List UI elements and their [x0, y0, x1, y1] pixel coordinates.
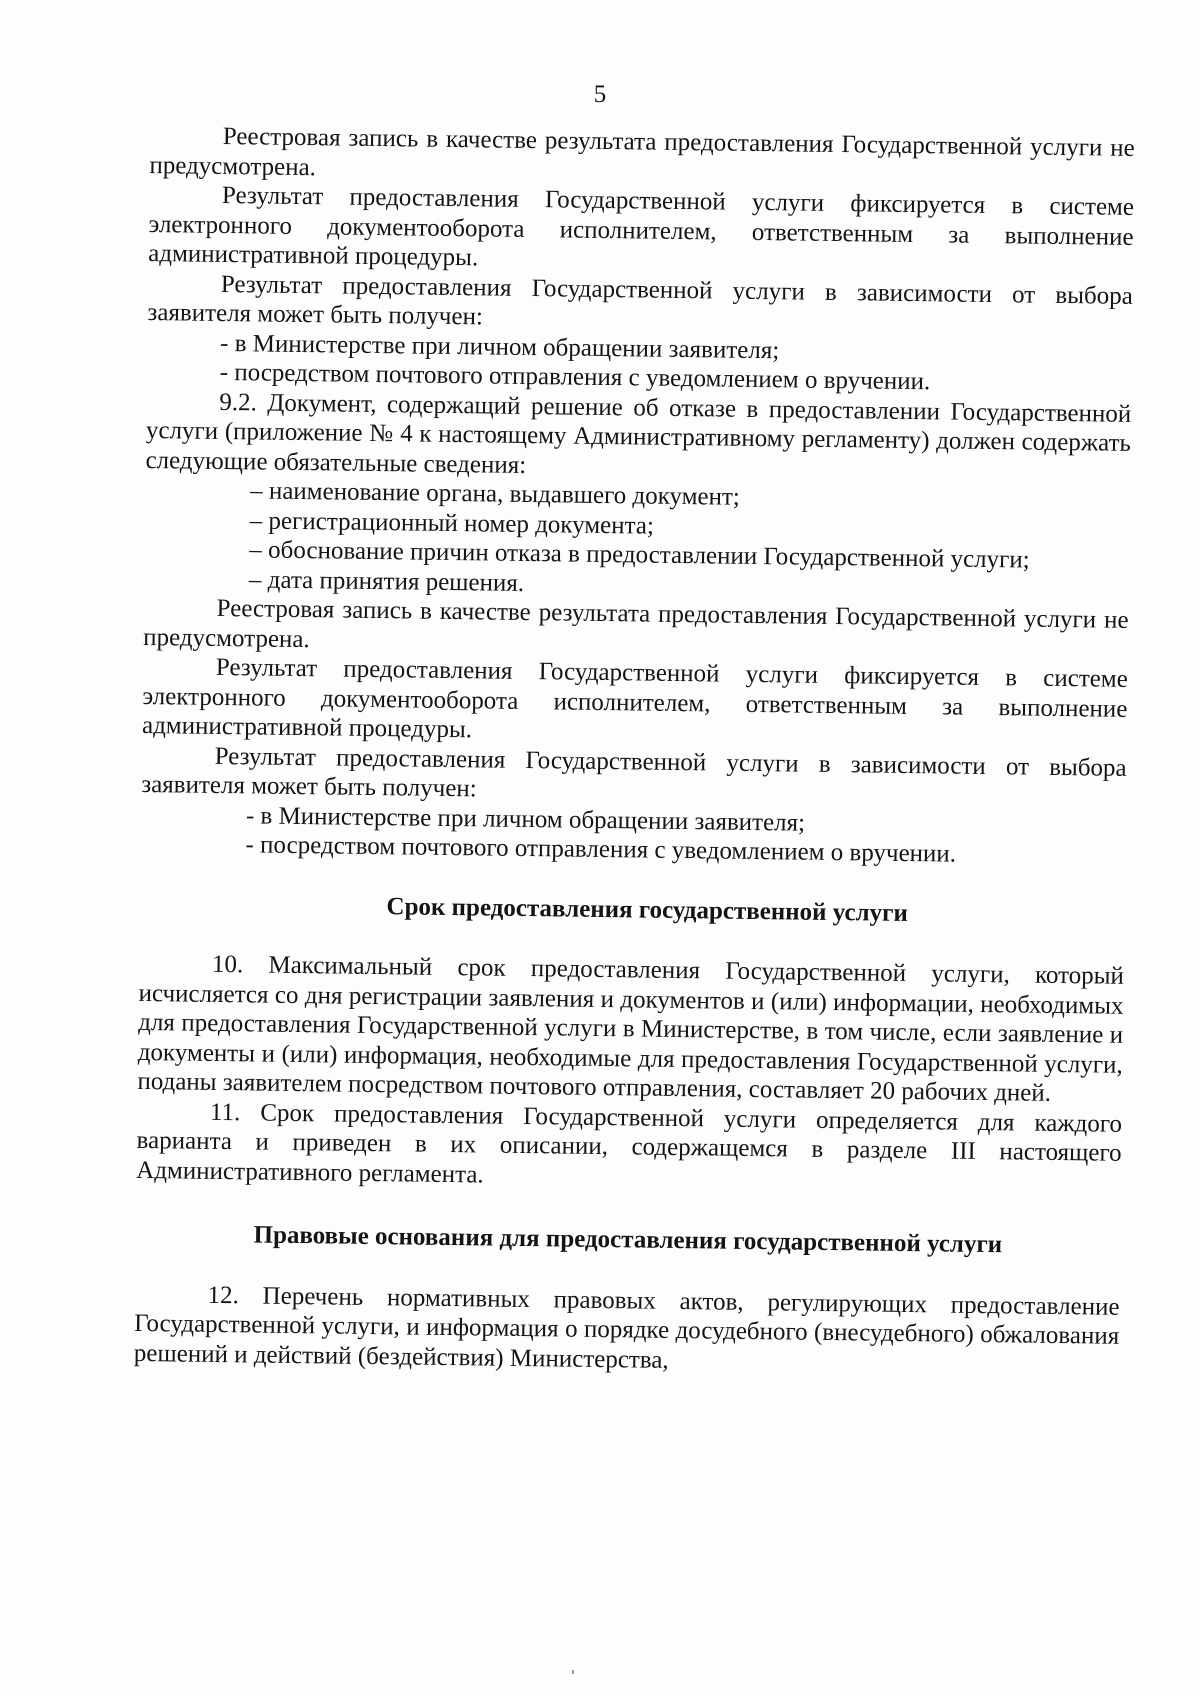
paragraph-result-recorded: Результат предоставления Государственной услуги фиксируется в системе электронного документооборота исполнителем, ответственным за выполнение административной процедуры. [148, 181, 1135, 272]
list-item-in-ministry: - в Министерстве при личном обращении заявителя; [219, 329, 780, 364]
paragraph-10: 10. Максимальный срок предоставления Государственной услуги, который исчисляется со дня регистрации заявления и документов и (или) информации, необходимых для предоставления Государственной услуги в Министерстве, в том числе, если заявление и документы и (или) информация, необходимые для предоставления Государственной услуги, поданы заявителем посредством почтового отправления, составляет 20 рабочих дней. [137, 950, 1125, 1107]
paragraph-11: 11. Срок предоставления Государственной услуги определяется для каждого варианта и приведен в их описании, содержащемся в разделе III настоящего Административного регламента. [136, 1098, 1123, 1188]
paragraph-result-delivery-2: Результат предоставления Государственной услуги в зависимости от выбора заявителя может быть получен: [141, 742, 1127, 803]
list-item-by-mail: - посредством почтового отправления с уведомлением о вручении. [219, 358, 931, 396]
paragraph-registry-entry: Реестровая запись в качестве результата предоставления Государственной услуги не предусмотрена. [149, 122, 1135, 181]
list-item-registration-number: – регистрационный номер документа; [249, 506, 655, 540]
page-number: 5 [593, 81, 607, 108]
scan-mark [572, 1670, 574, 1674]
list-item-decision-date: – дата принятия решения. [248, 565, 525, 597]
section-heading-legal-grounds: Правовые основания для предоставления государственной услуги [253, 1221, 1003, 1259]
paragraph-9-2: 9.2. Документ, содержащий решение об отказе в предоставлении Государственной услуги (приложение № 4 к настоящему Административному регламенту) должен содержать следующие обязательные сведения: [145, 388, 1132, 479]
section-heading-service-term: Срок предоставления государственной услуги [386, 892, 909, 927]
document-body [134, 121, 1135, 1381]
list-item-in-ministry-2: - в Министерстве при личном обращении заявителя; [245, 801, 806, 837]
list-item-refusal-reasons: – обоснование причин отказа в предоставлении Государственной услуги; [249, 536, 1030, 574]
paragraph-registry-entry-2: Реестровая запись в качестве результата предоставления Государственной услуги не предусмотрена. [143, 594, 1129, 653]
paragraph-result-delivery: Результат предоставления Государственной услуги в зависимости от выбора заявителя может быть получен: [147, 270, 1133, 331]
paragraph-result-recorded-2: Результат предоставления Государственной услуги фиксируется в системе электронного документооборота исполнителем, ответственным за выполнение административной процедуры. [141, 653, 1128, 744]
list-item-by-mail-2: - посредством почтового отправления с уведомлением о вручении. [245, 831, 957, 868]
list-item-authority-name: – наименование органа, выдавшего документ; [249, 477, 741, 511]
paragraph-12: 12. Перечень нормативных правовых актов, регулирующих предоставление Государственной услуги, и информация о порядке досудебного (внесудебного) обжалования решений и действий (бездействия) Министерства, [133, 1281, 1120, 1374]
